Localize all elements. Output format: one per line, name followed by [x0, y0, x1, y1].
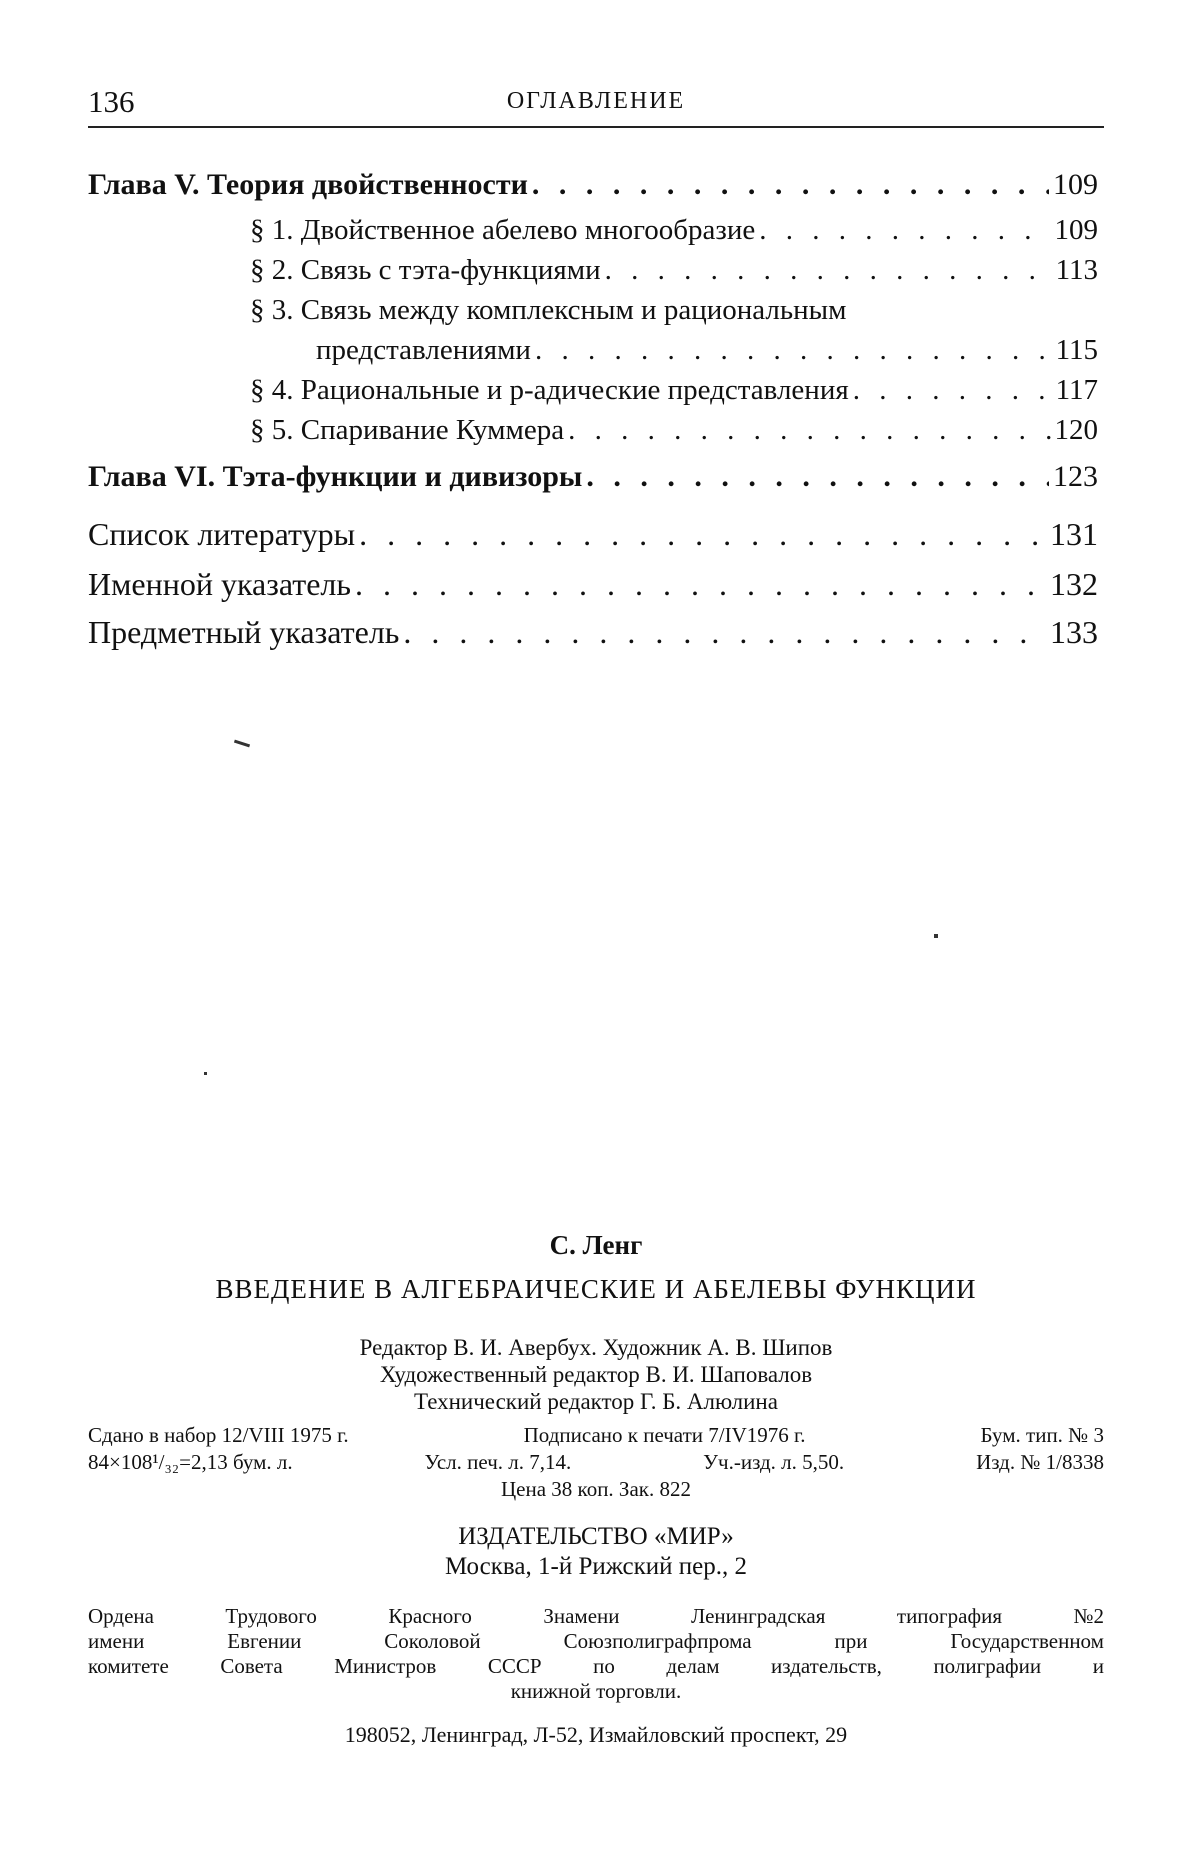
print-data-item: Усл. печ. л. 7,14.	[424, 1450, 572, 1474]
printer-word: комитете	[88, 1654, 169, 1678]
scan-speck	[234, 740, 250, 748]
toc-entry-page: 115	[1055, 334, 1098, 366]
toc-entry-number: § 1.	[250, 214, 301, 246]
dot-leader	[532, 170, 1049, 200]
print-data-line	[88, 1449, 1104, 1476]
toc-entry-page: 120	[1054, 414, 1098, 446]
toc-entry-section-4[interactable]	[250, 376, 1098, 405]
print-data-item: Уч.-изд. л. 5,50.	[703, 1450, 845, 1474]
print-data-item: Изд. № 1/8338	[976, 1450, 1104, 1474]
page-number: 136	[88, 84, 135, 119]
toc-entry-title: Рациональные и p-адические представления	[300, 374, 849, 406]
print-data-item: Подписано к печати 7/IV1976 г.	[523, 1423, 806, 1447]
toc-entry-number: Глава VI.	[88, 460, 223, 493]
toc-entry-title: Предметный указатель	[88, 614, 400, 650]
toc-entry-bibliography[interactable]	[88, 518, 1098, 550]
credit-line: Редактор В. И. Авербух. Художник А. В. Шипов	[359, 1335, 833, 1360]
printer-word: Соколовой	[384, 1629, 481, 1653]
toc-entry-page: 123	[1053, 460, 1098, 493]
printer-word: типография	[896, 1604, 1002, 1628]
printer-word: делам	[666, 1654, 720, 1678]
toc-entry-subject-index[interactable]	[88, 616, 1098, 648]
printer-word: Союзполиграфпрома	[563, 1629, 752, 1653]
printer-word: по	[593, 1654, 615, 1678]
toc-entry-page: 132	[1050, 566, 1098, 602]
toc-entry-title: Именной указатель	[88, 566, 351, 602]
toc-entry-number: Глава V.	[88, 168, 208, 201]
toc-entry-number: § 2.	[250, 254, 301, 286]
price-line: Цена 38 коп. Зак. 822	[501, 1477, 691, 1501]
scan-speck	[934, 934, 938, 938]
printer-word: издательств,	[771, 1654, 882, 1678]
toc-entry-chapter-6[interactable]	[88, 462, 1098, 492]
toc-entry-section-2[interactable]	[250, 256, 1098, 285]
toc-entry-title: Двойственное абелево многообразие	[300, 214, 756, 246]
printer-word: Ордена	[88, 1604, 154, 1628]
dot-leader	[359, 518, 1046, 550]
toc-entry-section-1[interactable]	[250, 216, 1098, 245]
credit-line: Технический редактор Г. Б. Алюлина	[414, 1389, 778, 1414]
print-data-line	[88, 1422, 1104, 1449]
printer-word: полиграфии	[933, 1654, 1042, 1678]
dot-leader	[586, 462, 1049, 492]
publisher-address: Москва, 1-й Рижский пер., 2	[444, 1553, 748, 1580]
toc-entry-page: 113	[1055, 254, 1098, 286]
toc-entry-section-3-continuation[interactable]	[316, 336, 1098, 365]
dot-leader	[403, 616, 1046, 648]
printer-word: Знамени	[543, 1604, 620, 1628]
credit-line: Художественный редактор В. И. Шаповалов	[379, 1362, 813, 1387]
toc-entry-chapter-5[interactable]	[88, 170, 1098, 200]
printer-word: Совета	[220, 1654, 283, 1678]
printer-word: Евгении	[227, 1629, 302, 1653]
printer-word: Трудового	[225, 1604, 317, 1628]
print-data-item: Бум. тип. № 3	[980, 1423, 1104, 1447]
toc-entry-page: 109	[1054, 214, 1098, 246]
publisher-block	[88, 1522, 1104, 1582]
running-title: ОГЛАВЛЕНИЕ	[506, 88, 686, 114]
print-data-item: Сдано в набор 12/VIII 1975 г.	[88, 1423, 349, 1447]
print-data-item: 84×108¹/₃₂=2,13 бум. л.	[88, 1450, 293, 1474]
scan-speck	[204, 1072, 207, 1075]
toc-entry-title-continued: представлениями	[316, 334, 531, 366]
toc-entry-title: Связь между комплексным и рациональным	[300, 294, 847, 326]
dot-leader	[535, 336, 1052, 365]
dot-leader	[568, 416, 1050, 445]
dot-leader	[853, 376, 1052, 405]
printer-word: Ленинградская	[690, 1604, 826, 1628]
printer-word: СССР	[487, 1654, 542, 1678]
header-rule	[88, 126, 1104, 128]
printer-line	[88, 1604, 1104, 1629]
toc-entry-number: § 5.	[250, 414, 301, 446]
print-data	[88, 1422, 1104, 1503]
dot-leader	[605, 256, 1052, 285]
running-header	[88, 84, 1104, 124]
toc-entry-title: Теория двойственности	[207, 168, 528, 201]
editorial-credits	[88, 1334, 1104, 1415]
toc-entry-page: 131	[1050, 516, 1098, 552]
dot-leader	[759, 216, 1050, 245]
toc-entry-page: 117	[1055, 374, 1098, 406]
printer-word: при	[834, 1629, 868, 1653]
printer-word: Государственном	[950, 1629, 1104, 1653]
printer-word: №2	[1073, 1604, 1104, 1628]
toc-entry-title: Список литературы	[88, 516, 356, 552]
printer-word: Министров	[334, 1654, 437, 1678]
toc-entry-page: 133	[1050, 614, 1098, 650]
dot-leader	[355, 568, 1046, 600]
toc-entry-title: Спаривание Куммера	[300, 414, 565, 446]
publisher-name: ИЗДАТЕЛЬСТВО «МИР»	[458, 1523, 734, 1550]
printer-word: имени	[88, 1629, 145, 1653]
printer-block	[88, 1604, 1104, 1704]
printer-address: 198052, Ленинград, Л-52, Измайловский проспект, 29	[344, 1722, 848, 1747]
toc-entry-section-3[interactable]	[250, 296, 846, 325]
toc-entry-title: Тэта-функции и дивизоры	[222, 460, 583, 493]
book-title: ВВЕДЕНИЕ В АЛГЕБРАИЧЕСКИЕ И АБЕЛЕВЫ ФУНКЦИИ	[215, 1274, 977, 1304]
printer-word: Красного	[388, 1604, 472, 1628]
toc-entry-page: 109	[1053, 168, 1098, 201]
printer-line	[88, 1654, 1104, 1679]
toc-entry-title: Связь с тэта-функциями	[300, 254, 601, 286]
toc-entry-number: § 4.	[250, 374, 301, 406]
author-name: С. Ленг	[549, 1230, 643, 1260]
printer-line	[88, 1629, 1104, 1654]
printer-word: и	[1092, 1654, 1104, 1678]
toc-entry-number: § 3.	[250, 294, 301, 326]
toc-entry-name-index[interactable]	[88, 568, 1098, 600]
printer-line: книжной торговли.	[510, 1679, 682, 1703]
toc-entry-section-5[interactable]	[250, 416, 1098, 445]
